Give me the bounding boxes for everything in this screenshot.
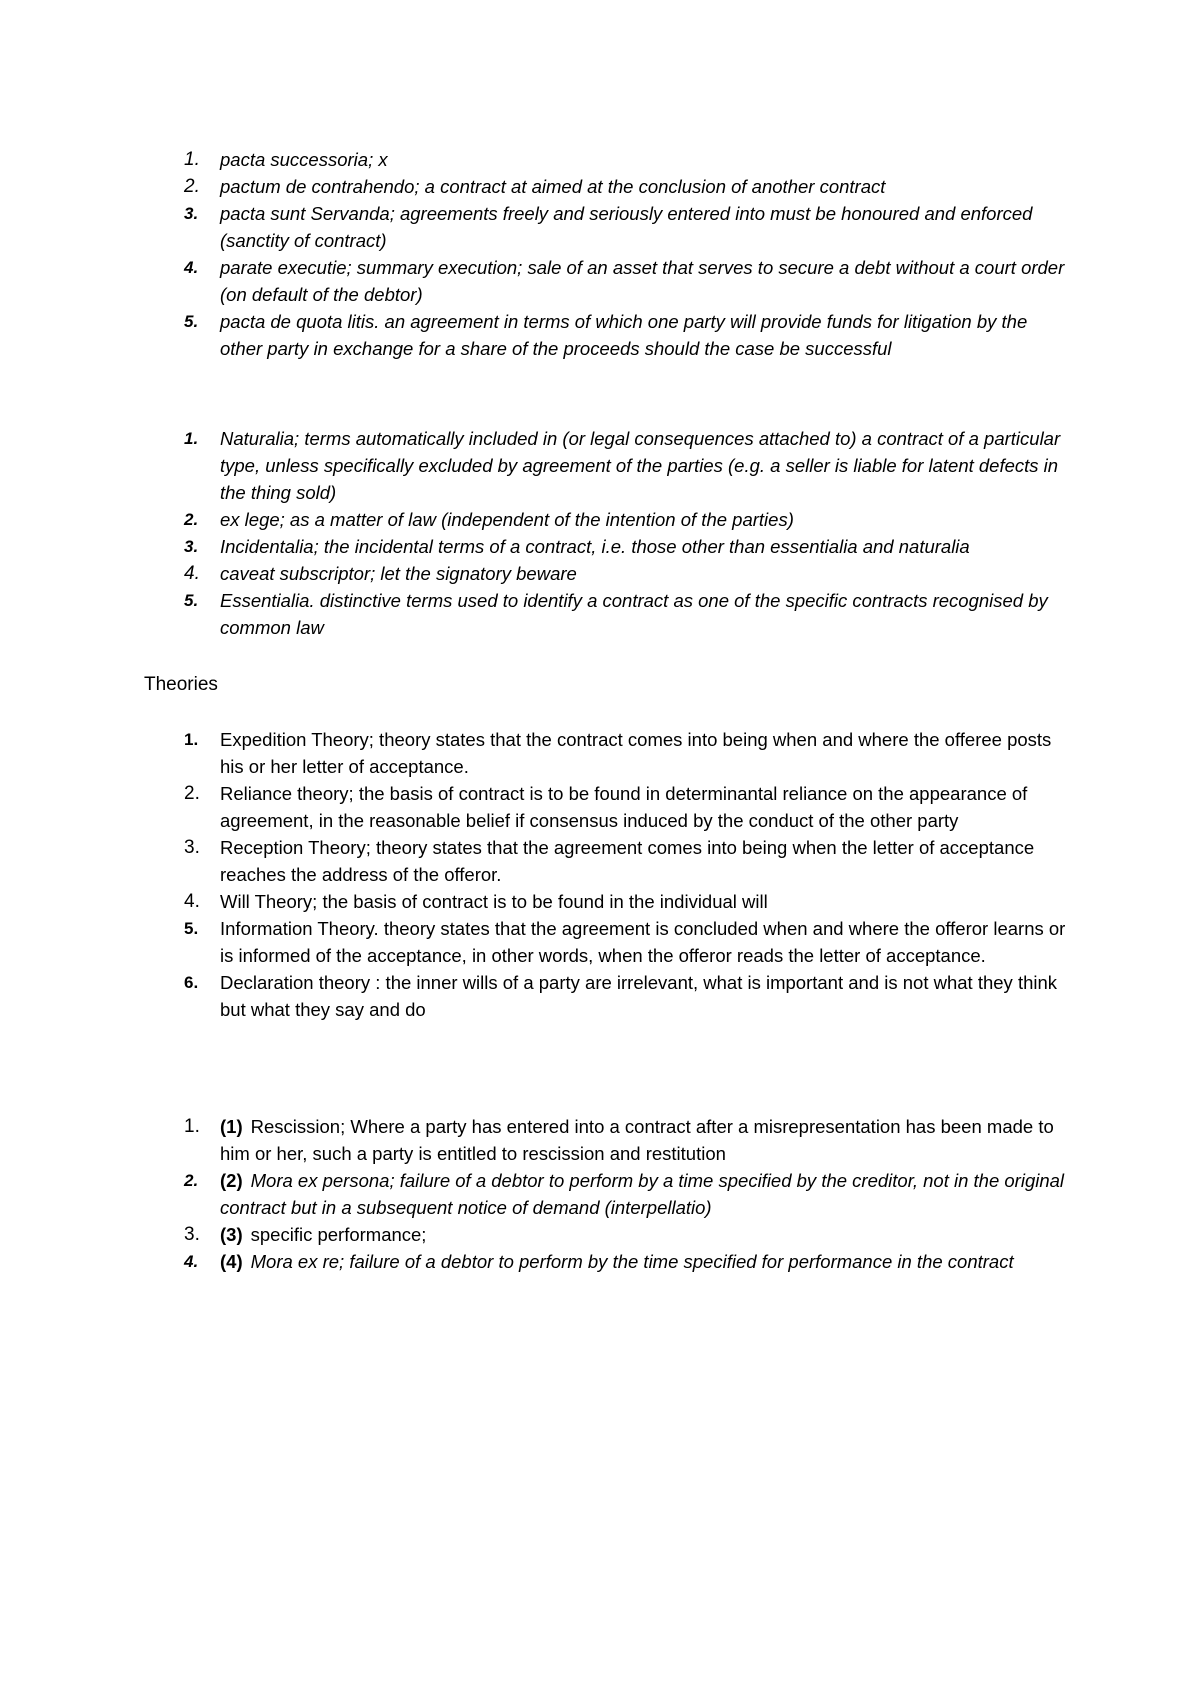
list-number: 2.: [184, 1171, 199, 1190]
list-item-text: Rescission; Where a party has entered into a contract after a misrepresentation has been made to him or her, such a party is entitled to rescission and restitution: [220, 1116, 1054, 1164]
list-item: [168, 1221, 1068, 1248]
list-number: 5.: [184, 312, 199, 331]
list-item-text: Reception Theory; theory states that the agreement comes into being when the letter of acceptance reaches the address of the offeror.: [220, 837, 1035, 885]
list-item: [168, 146, 1068, 173]
list-item: [168, 888, 1068, 915]
list-number: 4.: [184, 1252, 199, 1271]
list-number: 4.: [184, 563, 200, 584]
list-item-text: pacta successoria; x: [220, 149, 388, 170]
list-item-text: Essentialia. distinctive terms used to identify a contract as one of the specific contracts recognised by common law: [220, 590, 1048, 638]
list-item: [168, 560, 1068, 587]
list-item: [168, 200, 1068, 254]
list-number: 2.: [184, 510, 199, 529]
sub-number: (4): [220, 1251, 243, 1272]
list-item-text: ex lege; as a matter of law (independent of the intention of the parties): [220, 509, 794, 530]
theories-list: [168, 726, 1068, 1023]
list-item: [168, 425, 1068, 506]
list-item: [168, 1113, 1068, 1167]
list-item-text: Will Theory; the basis of contract is to be found in the individual will: [220, 891, 768, 912]
sub-number: (2): [220, 1170, 243, 1191]
list-item-text: Mora ex re; failure of a debtor to perform by the time specified for performance in the contract: [250, 1251, 1014, 1272]
list-item: [168, 587, 1068, 641]
list-item-text: pacta sunt Servanda; agreements freely and seriously entered into must be honoured and enforced (sanctity of contract): [220, 203, 1033, 251]
list-item: [168, 1248, 1068, 1275]
list-item: [168, 173, 1068, 200]
list-number: 6.: [184, 973, 199, 992]
list-number: 3.: [184, 537, 199, 556]
list-number: 3.: [184, 204, 199, 223]
list-number: 3.: [184, 1224, 200, 1245]
list-item: [168, 308, 1068, 362]
list-number: 5.: [184, 591, 199, 610]
list-item: [168, 780, 1068, 834]
list-item: [168, 506, 1068, 533]
list-number: 3.: [184, 837, 200, 858]
list-number: 2.: [184, 176, 200, 197]
sub-number: (3): [220, 1224, 243, 1245]
list-number: 1.: [184, 429, 199, 448]
list-item-text: Information Theory. theory states that the agreement is concluded when and where the offeror learns or is informed of the acceptance, in other words, when the offeror reads the letter of acceptance.: [220, 918, 1066, 966]
list-item: [168, 254, 1068, 308]
list-number: 1.: [184, 149, 200, 170]
list-item: [168, 915, 1068, 969]
list-item-text: parate executie; summary execution; sale of an asset that serves to secure a debt without a court order (on default of the debtor): [220, 257, 1065, 305]
list-number: 5.: [184, 919, 199, 938]
list-item: [168, 834, 1068, 888]
list-item-text: Expedition Theory; theory states that the contract comes into being when and where the offeree posts his or her letter of acceptance.: [220, 729, 1052, 777]
list-item: [168, 726, 1068, 780]
list-item-text: Incidentalia; the incidental terms of a contract, i.e. those other than essentialia and naturalia: [220, 536, 970, 557]
list-item-text: pacta de quota litis. an agreement in terms of which one party will provide funds for litigation by the other party in exchange for a share of the proceeds should the case be successful: [220, 311, 1028, 359]
list-item-text: Declaration theory : the inner wills of a party are irrelevant, what is important and is not what they think but what they say and do: [220, 972, 1058, 1020]
list-item: [168, 969, 1068, 1023]
list-number: 1.: [184, 1116, 200, 1137]
list-item-text: caveat subscriptor; let the signatory beware: [220, 563, 577, 584]
list-item-text: Mora ex persona; failure of a debtor to perform by a time specified by the creditor, not in the original contract but in a subsequent notice of demand (interpellatio): [220, 1170, 1065, 1218]
remedies-list: [168, 1113, 1068, 1275]
list-number: 4.: [184, 258, 199, 277]
list-item-text: pactum de contrahendo; a contract at aimed at the conclusion of another contract: [220, 176, 886, 197]
list-item-text: specific performance;: [250, 1224, 427, 1245]
list-item: [168, 1167, 1068, 1221]
theories-heading: Theories: [144, 674, 218, 695]
list-item: [168, 533, 1068, 560]
latin-terms-list-1: [168, 146, 1068, 362]
list-item-text: Naturalia; terms automatically included in (or legal consequences attached to) a contract of a particular type, unless specifically excluded by agreement of the parties (e.g. a seller is liable for latent defects in the thing sold): [220, 428, 1061, 503]
latin-terms-list-2: [168, 425, 1068, 641]
sub-number: (1): [220, 1116, 243, 1137]
list-number: 1.: [184, 730, 199, 749]
list-number: 2.: [184, 783, 200, 804]
list-number: 4.: [184, 891, 200, 912]
list-item-text: Reliance theory; the basis of contract is to be found in determinantal reliance on the appearance of agreement, in the reasonable belief if consensus induced by the conduct of the other party: [220, 783, 1028, 831]
